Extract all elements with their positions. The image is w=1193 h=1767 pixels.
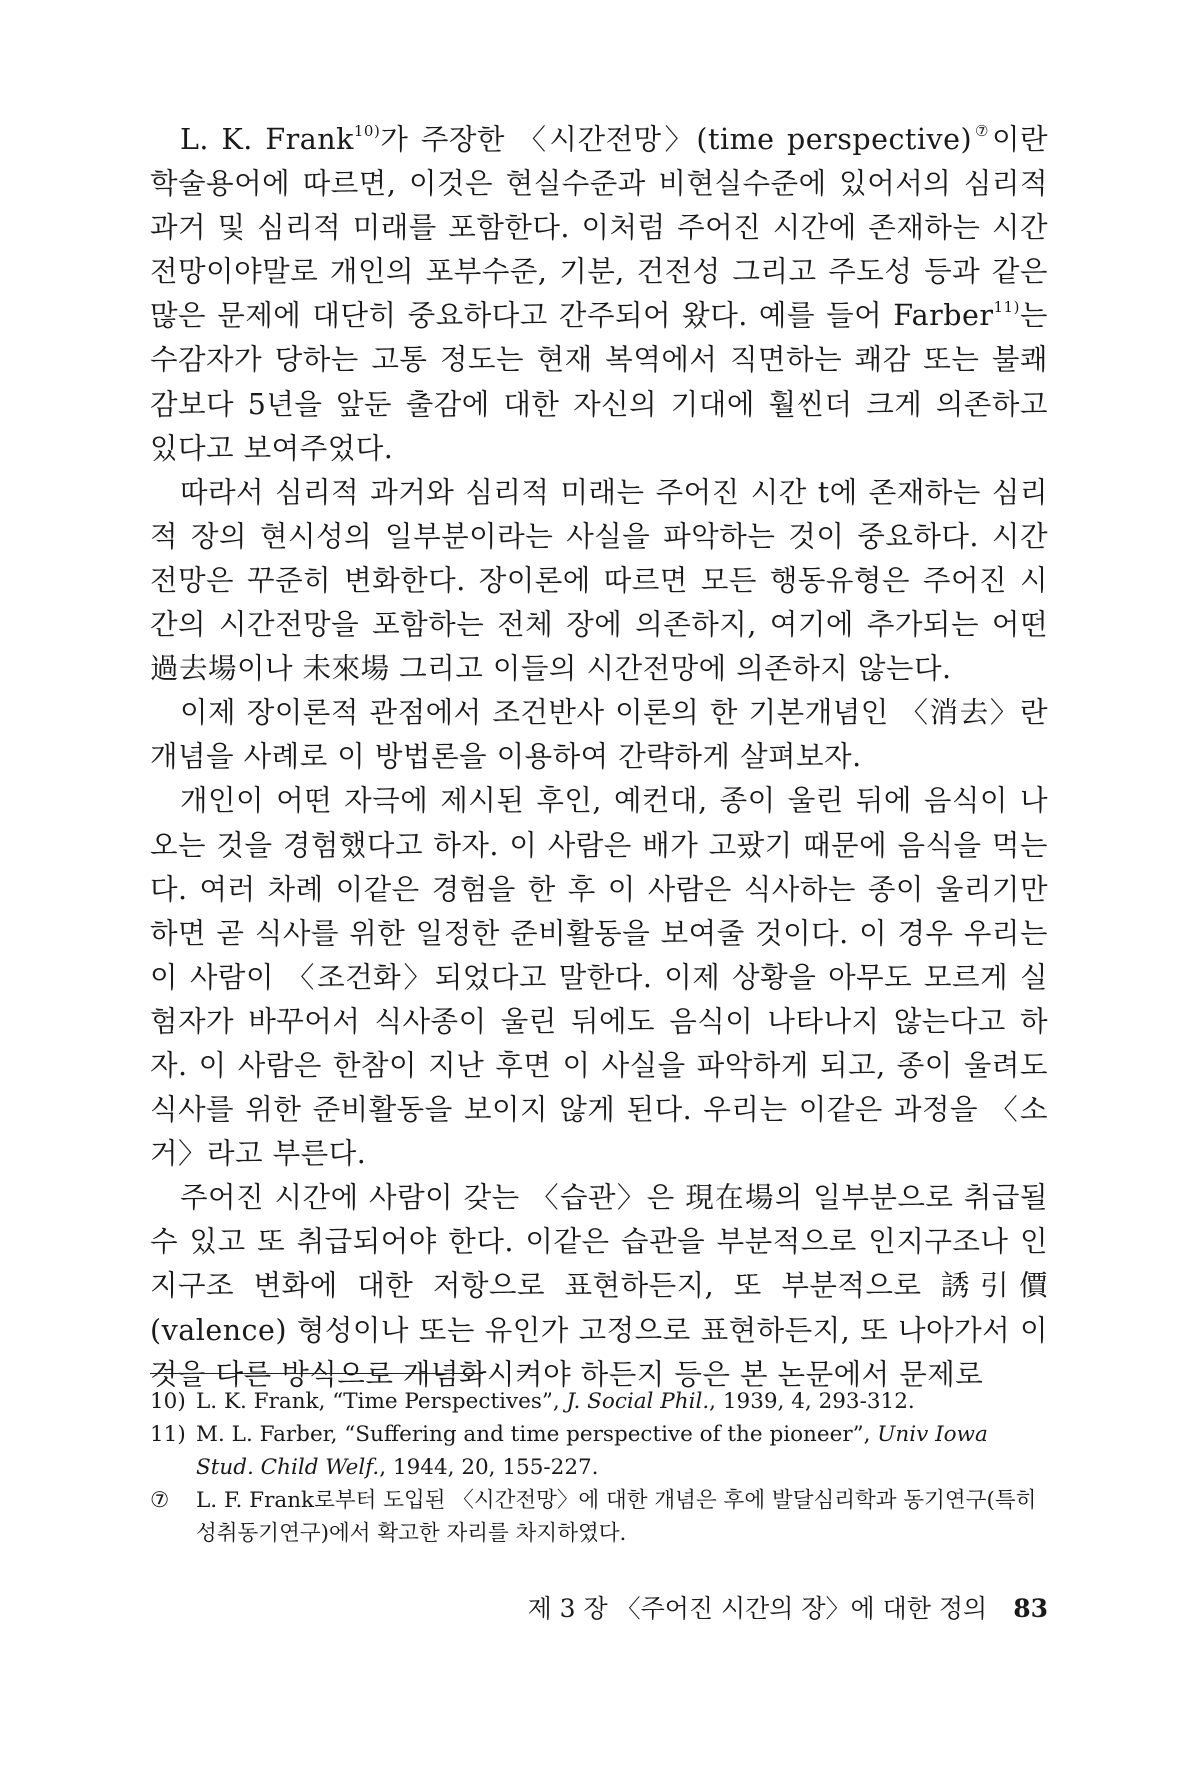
paragraph-5: 주어진 시간에 사람이 갖는 〈습관〉은 現在場의 일부분으로 취급될 수 있고 또 취급되어야 한다. 이같은 습관을 부분적으로 인지구조나 인지구조 변화에 대한 저항으로 표현하든지, 또 부분적으로 誘引價(valence) 형성이나 또는 유인가 고정으로 표현하든지, 또 나아가서 이것을 다른 방식으로 개념화시켜야 하든지 등은 본 논문에서 문제로 [150, 1181, 1048, 1391]
page-number: 83 [1013, 1594, 1048, 1623]
body-text [150, 118, 1048, 1397]
footnote-7 [150, 1484, 1048, 1550]
chapter-title: 제 3 장 〈주어진 시간의 장〉에 대한 정의 [527, 1594, 988, 1623]
paragraph-2: 따라서 심리적 과거와 심리적 미래는 주어진 시간 t에 존재하는 심리적 장의 현시성의 일부분이라는 사실을 파악하는 것이 중요하다. 시간전망은 꾸준히 변화한다. 장이론에 따르면 모든 행동유형은 주어진 시간의 시간전망을 포함하는 전체 장에 의존하지, 여기에 추가되는 어떤 過去場이나 未來場 그리고 이들의 시간전망에 의존하지 않는다. [150, 475, 1048, 686]
footnote-number: ⑦ [150, 1488, 170, 1513]
paragraph-1-text-b: 이란 학술용어에 따르면, 이것은 현실수준과 비현실수준에 있어서의 심리적 과거 및 심리적 미래를 포함한다. 이처럼 주어진 시간에 존재하는 시간전망이야말로 개인의 포부수준, 기분, 건전성 그리고 주도성 등과 같은 많은 문제에 대단히 중요하다고 간주되어 왔다. 예를 들어 Farber [150, 123, 1048, 333]
footnote-divider [150, 1373, 483, 1374]
running-footer [470, 1592, 1048, 1626]
footnote-source: J. Social Phil. [566, 1389, 710, 1414]
footnote-number: 10) [150, 1389, 186, 1414]
footnote-source: Univ Iowa Stud. Child Welf. [196, 1422, 988, 1480]
paragraph-4: 개인이 어떤 자극에 제시된 후인, 예컨대, 종이 울린 뒤에 음식이 나오는 것을 경험했다고 하자. 이 사람은 배가 고팠기 때문에 음식을 먹는다. 여러 차례 이같은 경험을 한 후 이 사람은 식사하는 종이 울리기만 하면 곧 식사를 위한 일정한 준비활동을 보여줄 것이다. 이 경우 우리는 이 사람이 〈조건화〉되었다고 말한다. 이제 상황을 아무도 모르게 실험자가 바꾸어서 식사종이 울린 뒤에도 음식이 나타나지 않는다고 하자. 이 사람은 한참이 지난 후면 이 사실을 파악하게 되고, 종이 울려도 식사를 위한 준비활동을 보이지 않게 된다. 우리는 이같은 과정을 〈소거〉라고 부른다. [150, 784, 1048, 1171]
footnote-text: M. L. Farber, “Suffering and time perspective of the pioneer”, [196, 1422, 878, 1447]
footnote-10 [150, 1385, 1048, 1418]
footnote-citation: , 1939, 4, 293-312. [709, 1389, 915, 1414]
footnote-ref-11: 11) [993, 298, 1020, 317]
footnote-11 [150, 1418, 1048, 1484]
note-mark-7: ⑦ [972, 122, 992, 140]
footnote-text: L. F. Frank로부터 도입된 〈시간전망〉에 대한 개념은 후에 발달심리학과 동기연구(특히 성취동기연구)에서 확고한 자리를 차지하였다. [196, 1488, 1037, 1546]
footnote-number: 11) [150, 1422, 186, 1447]
footnote-text: L. K. Frank, “Time Perspectives”, [196, 1389, 567, 1414]
footnotes [150, 1385, 1048, 1550]
paragraph-3: 이제 장이론적 관점에서 조건반사 이론의 한 기본개념인 〈消去〉란 개념을 사례로 이 방법론을 이용하여 간략하게 살펴보자. [150, 696, 1048, 774]
paragraph-1-text-a: 가 주장한 〈시간전망〉(time perspective) [380, 123, 973, 156]
paragraph-1-text-c: 는 수감자가 당하는 고통 정도는 현재 복역에서 직면하는 쾌감 또는 불쾌감보다 5년을 앞둔 출감에 대한 자신의 기대에 훨씬더 크게 의존하고 있다고 보여주었다. [150, 299, 1048, 465]
footnote-ref-10: 10) [353, 122, 381, 140]
author-name: L. K. Frank [180, 123, 354, 156]
footnote-citation: , 1944, 20, 155-227. [379, 1455, 599, 1480]
paragraph-1 [150, 118, 1048, 471]
